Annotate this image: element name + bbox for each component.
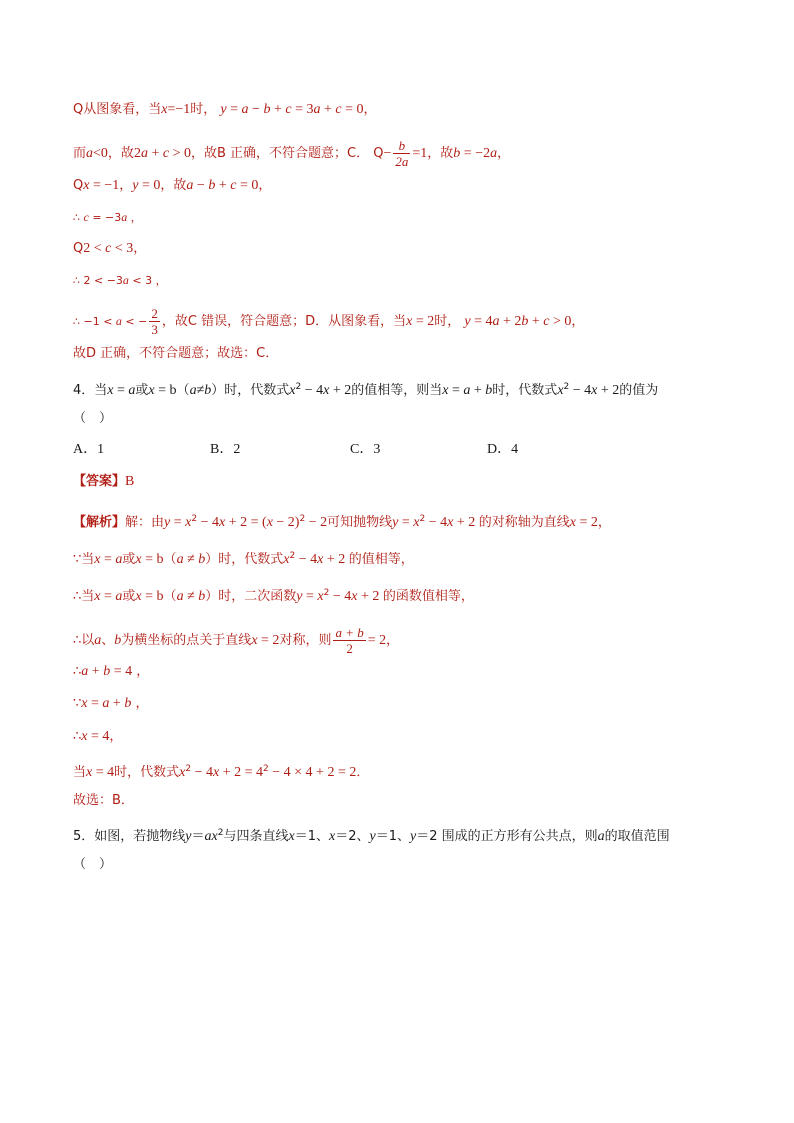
solution-line-5: Q2 < c < 3， [73, 241, 147, 256]
solution-line-7: ∴ −1 < a < − $\frac{2}{3}$ ，故C 错误，符合题意；D．从图象看，当x = 2时， y = 4a + 2b + c > 0， [73, 306, 585, 337]
analysis-line-2: ∵当x = a或x = b（a ≠ b）时，代数式$x^2 - 4x + 2$ 的值相等， [73, 551, 414, 567]
answer-value: B [125, 474, 135, 489]
analysis-line-6: ∵x = a + b ， [73, 696, 149, 711]
question-4-stem: 4．当x = a或x = b（a≠b）时，代数式$x^2 - 4x + 2$的值相等，则当x = a + b时，代数式$x^2 - 4x + 2$的值为 [73, 382, 659, 398]
q-symbol: Q [73, 102, 84, 117]
solution-line-4: ∴ c = −3a ， [73, 210, 142, 224]
analysis-line-8: 当x = 4时，代数式$x^2 - 4x + 2 = 4^2 - 4 \times 4 + 2 = 2$． [73, 764, 370, 780]
solution-line-1: Q从图象看，当x=−1时， y = a − b + c = 3a + c = 0， [73, 102, 377, 117]
question-4-paren: （ ） [73, 411, 113, 426]
fraction-b-over-2a: $\frac{b}{2a}$ [395, 138, 409, 169]
answer-tag: 【答案】 [73, 474, 126, 489]
option-d[interactable]: D．4 [487, 442, 519, 457]
analysis-line-7: ∴x = 4， [73, 729, 123, 744]
solution-line-3: Qx = −1，y = 0，故a − b + c = 0， [73, 178, 272, 193]
analysis-line-9: 故选：B． [73, 793, 134, 808]
question-5-paren: （ ） [73, 857, 113, 872]
analysis-line-4: ∴以a、b为横坐标的点关于直线x = 2对称，则 $\frac{a + b}{2}$ = 2， [73, 625, 400, 656]
fraction-a-plus-b-over-2: $\frac{a + b}{2}$ [335, 625, 364, 656]
answer-line [73, 473, 134, 491]
option-a[interactable]: A．1 [73, 442, 105, 457]
solution-line-8: 故D 正确，不符合题意；故选：C． [73, 346, 279, 361]
analysis-line-1: 【解析】解：由$y = x^2 - 4x + 2 = (x - 2)^2 - 2$可知抛物线$y = x^2 - 4x + 2$ 的对称轴为直线x = 2， [73, 514, 611, 530]
fraction-two-thirds: $\frac{2}{3}$ [151, 306, 158, 337]
option-c[interactable]: C．3 [350, 442, 381, 457]
question-5-stem: 5．如图，若抛物线$y=ax^2$与四条直线x＝1、x＝2、y＝1、y＝2 围成的正方形有公共点，则a的取值范围 [73, 828, 670, 844]
solution-line-2: 而a<0，故2a + c > 0，故B 正确，不符合题意；C． Q− $\frac{b}{2a}$ =1，故b = −2a， [73, 138, 511, 169]
analysis-line-5: ∴a + b = 4 ， [73, 664, 150, 679]
option-b[interactable]: B．2 [210, 442, 241, 457]
analysis-tag: 【解析】 [73, 515, 126, 530]
solution-line-6: ∴ 2 < −3a < 3 ， [73, 273, 167, 287]
analysis-line-3: ∴当x = a或x = b（a ≠ b）时，二次函数$y = x^2 - 4x + 2$ 的函数值相等， [73, 588, 474, 604]
